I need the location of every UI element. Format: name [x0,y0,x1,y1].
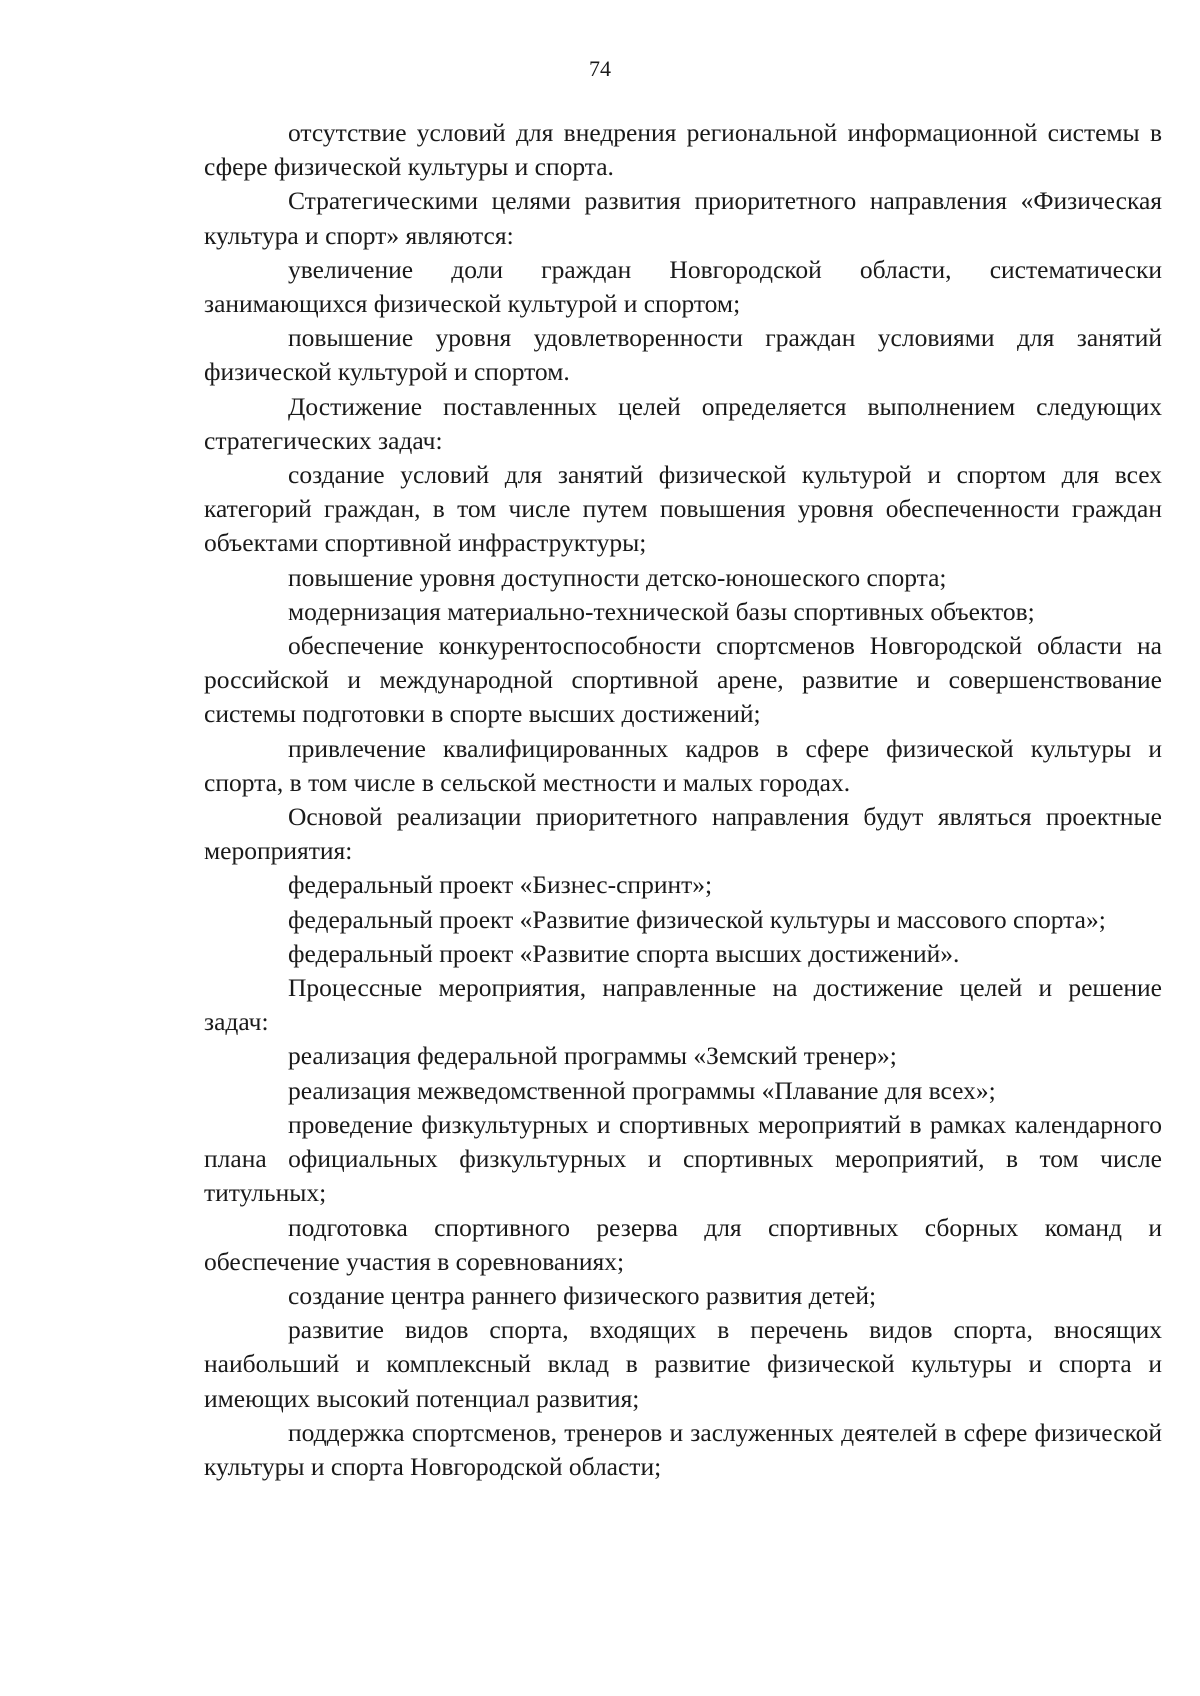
paragraph: модернизация материально-технической базы спортивных объектов; [288,596,1035,626]
body-text [204,116,1162,1484]
paragraph: создание условий для занятий физической культурой и спортом для всех категорий граждан, в том числе путем повышения уровня обеспеченности граждан объектами спортивной инфраструктуры; [204,460,1162,558]
paragraph: Основой реализации приоритетного направления будут являться проектные мероприятия: [204,802,1162,866]
paragraph: обеспечение конкурентоспособности спортсменов Новгородской области на российской и международной спортивной арене, развитие и совершенствование системы подготовки в спорте высших достижений; [204,631,1162,729]
paragraph: реализация федеральной программы «Земский тренер»; [288,1041,897,1071]
paragraph: создание центра раннего физического развития детей; [288,1280,877,1310]
paragraph: развитие видов спорта, входящих в перечень видов спорта, вносящих наибольший и комплексный вклад в развитие физической культуры и спорта и имеющих высокий потенциал развития; [204,1315,1162,1413]
paragraph: федеральный проект «Развитие физической культуры и массового спорта»; [288,904,1106,934]
paragraph: привлечение квалифицированных кадров в сфере физической культуры и спорта, в том числе в сельской местности и малых городах. [204,733,1162,797]
paragraph: Стратегическими целями развития приоритетного направления «Физическая культура и спорт» являются: [204,186,1162,250]
paragraph: федеральный проект «Бизнес-спринт»; [288,870,713,900]
paragraph: проведение физкультурных и спортивных мероприятий в рамках календарного плана официальных физкультурных и спортивных мероприятий, в том числе титульных; [204,1109,1162,1208]
paragraph: поддержка спортсменов, тренеров и заслуженных деятелей в сфере физической культуры и спорта Новгородской области; [204,1417,1162,1481]
paragraph: повышение уровня удовлетворенности граждан условиями для занятий физической культурой и спортом. [204,323,1162,387]
paragraph: увеличение доли граждан Новгородской области, систематически занимающихся физической культурой и спортом; [204,254,1162,319]
paragraph: подготовка спортивного резерва для спортивных сборных команд и обеспечение участия в соревнованиях; [204,1212,1162,1276]
paragraph: отсутствие условий для внедрения региональной информационной системы в сфере физической культуры и спорта. [204,118,1162,182]
paragraph: реализация межведомственной программы «Плавание для всех»; [288,1075,996,1105]
paragraph: федеральный проект «Развитие спорта высших достижений». [288,938,960,968]
paragraph: Достижение поставленных целей определяется выполнением следующих стратегических задач: [204,391,1162,455]
paragraph: повышение уровня доступности детско-юношеского спорта; [288,562,947,592]
page-number: 74 [589,56,611,81]
paragraph: Процессные мероприятия, направленные на достижение целей и решение задач: [204,973,1162,1037]
